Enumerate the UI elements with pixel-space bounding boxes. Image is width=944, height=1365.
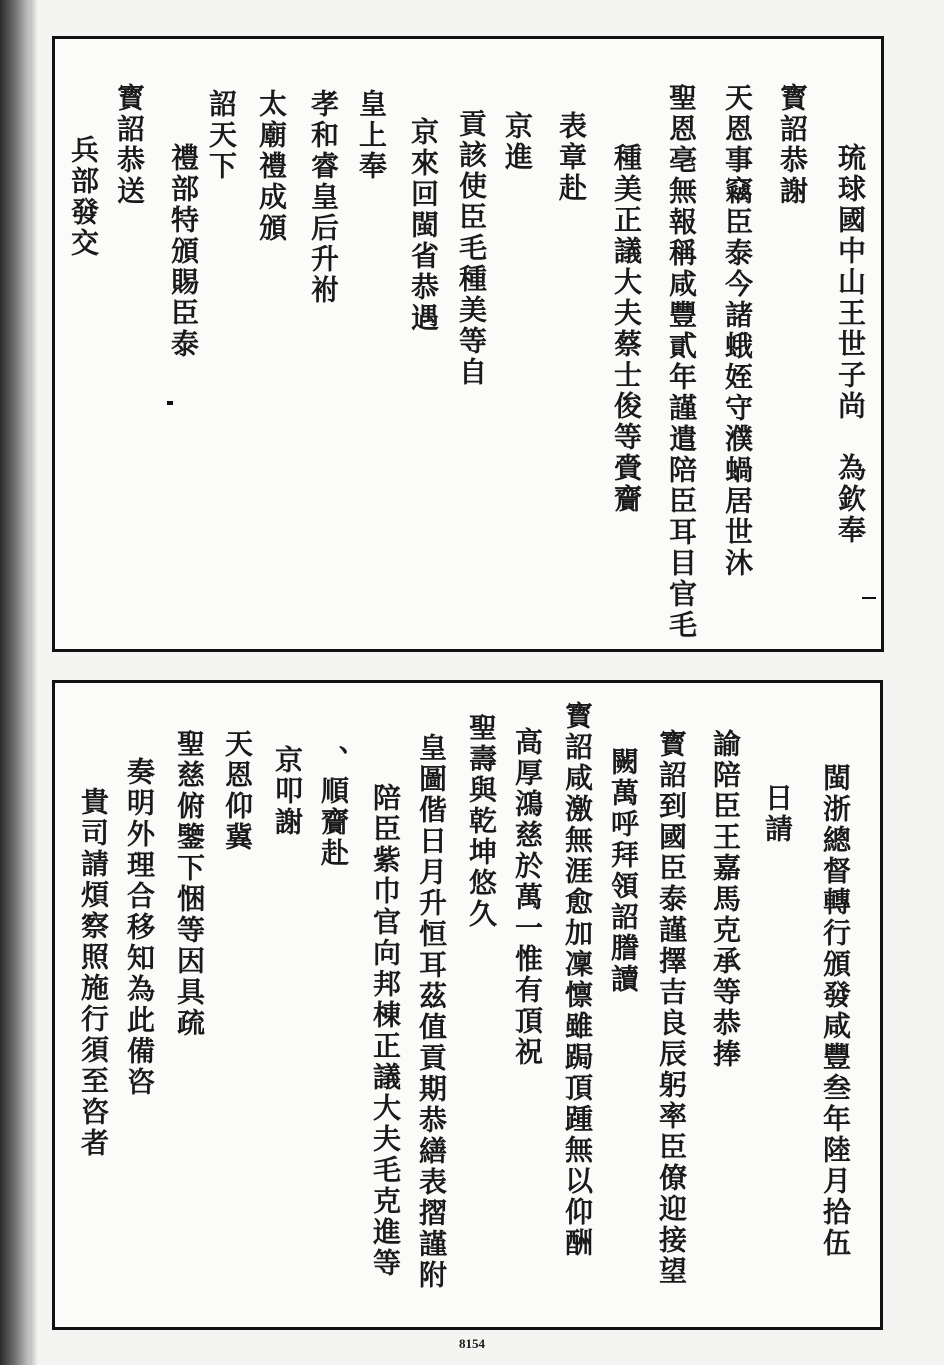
text-column: 琉球國中山王世子尚 為欽奉 [834, 143, 867, 546]
text-column: 寳詔恭謝 [776, 83, 809, 207]
bottom-document-panel [52, 680, 883, 1330]
text-column: 寳詔咸激無涯愈加凜懔雖跼頂踵無以仰酬 [561, 701, 594, 1259]
text-column: 種美正議大夫蔡士俊等賫齎 [610, 143, 643, 515]
text-column: 聖壽與乾坤悠久 [465, 713, 498, 930]
text-column: 聖恩亳無報稱咸豐貳年謹遣陪臣耳目官毛 [665, 83, 698, 641]
text-column: 太廟禮成頒 [255, 89, 288, 244]
text-column: 貴司請煩察照施行須至咨者 [77, 787, 110, 1159]
text-column: 天恩事竊臣泰今諸蛾姪守濮蝸居世沐 [721, 83, 754, 579]
text-column: 天恩仰冀 [221, 729, 254, 853]
text-column: 奏明外理合移知為此備咨 [123, 757, 156, 1098]
text-column: 閩浙總督轉行頒發咸豐叁年陸月拾伍 [819, 763, 852, 1259]
text-column: 諭陪臣王嘉馬克承等恭捧 [709, 729, 742, 1070]
top-document-panel [52, 36, 884, 652]
text-column: 京叩謝 [271, 745, 304, 838]
text-column: 皇上奉 [355, 89, 388, 182]
text-column: 孝和睿皇后升祔 [307, 89, 340, 306]
text-column: 寳詔恭送 [113, 83, 146, 207]
ink-dash [862, 597, 876, 599]
text-column: 禮部特頒賜臣泰 [167, 143, 200, 360]
text-column: 京進 [501, 111, 534, 173]
text-column: 高厚鴻慈於萬一惟有頂祝 [511, 727, 544, 1068]
text-column: 、順齎赴 [317, 745, 350, 869]
text-column: 兵部發交 [67, 135, 100, 259]
book-binding-edge [30, 0, 38, 1365]
text-column: 皇圖偕日月升恒耳茲值貢期恭繕表摺謹附 [415, 733, 448, 1291]
text-column: 京來回閩省恭遇 [407, 117, 440, 334]
text-column: 詔天下 [205, 89, 238, 182]
text-column: 陪臣紫巾官向邦棟正議大夫毛克進等 [369, 783, 402, 1279]
text-column: 闕萬呼拜領詔謄讀 [607, 747, 640, 995]
ink-dot [167, 401, 173, 405]
book-binding-shadow [0, 0, 30, 1365]
text-column: 日請 [761, 783, 794, 845]
text-column: 貢該使臣毛種美等自 [455, 109, 488, 388]
text-column: 表章赴 [555, 111, 588, 204]
page-number: 8154 [459, 1336, 485, 1351]
text-column: 聖慈俯鑒下悃等因具疏 [173, 729, 206, 1039]
text-column: 寳詔到國臣泰謹擇吉良辰躬率臣僚迎接望 [655, 729, 688, 1287]
